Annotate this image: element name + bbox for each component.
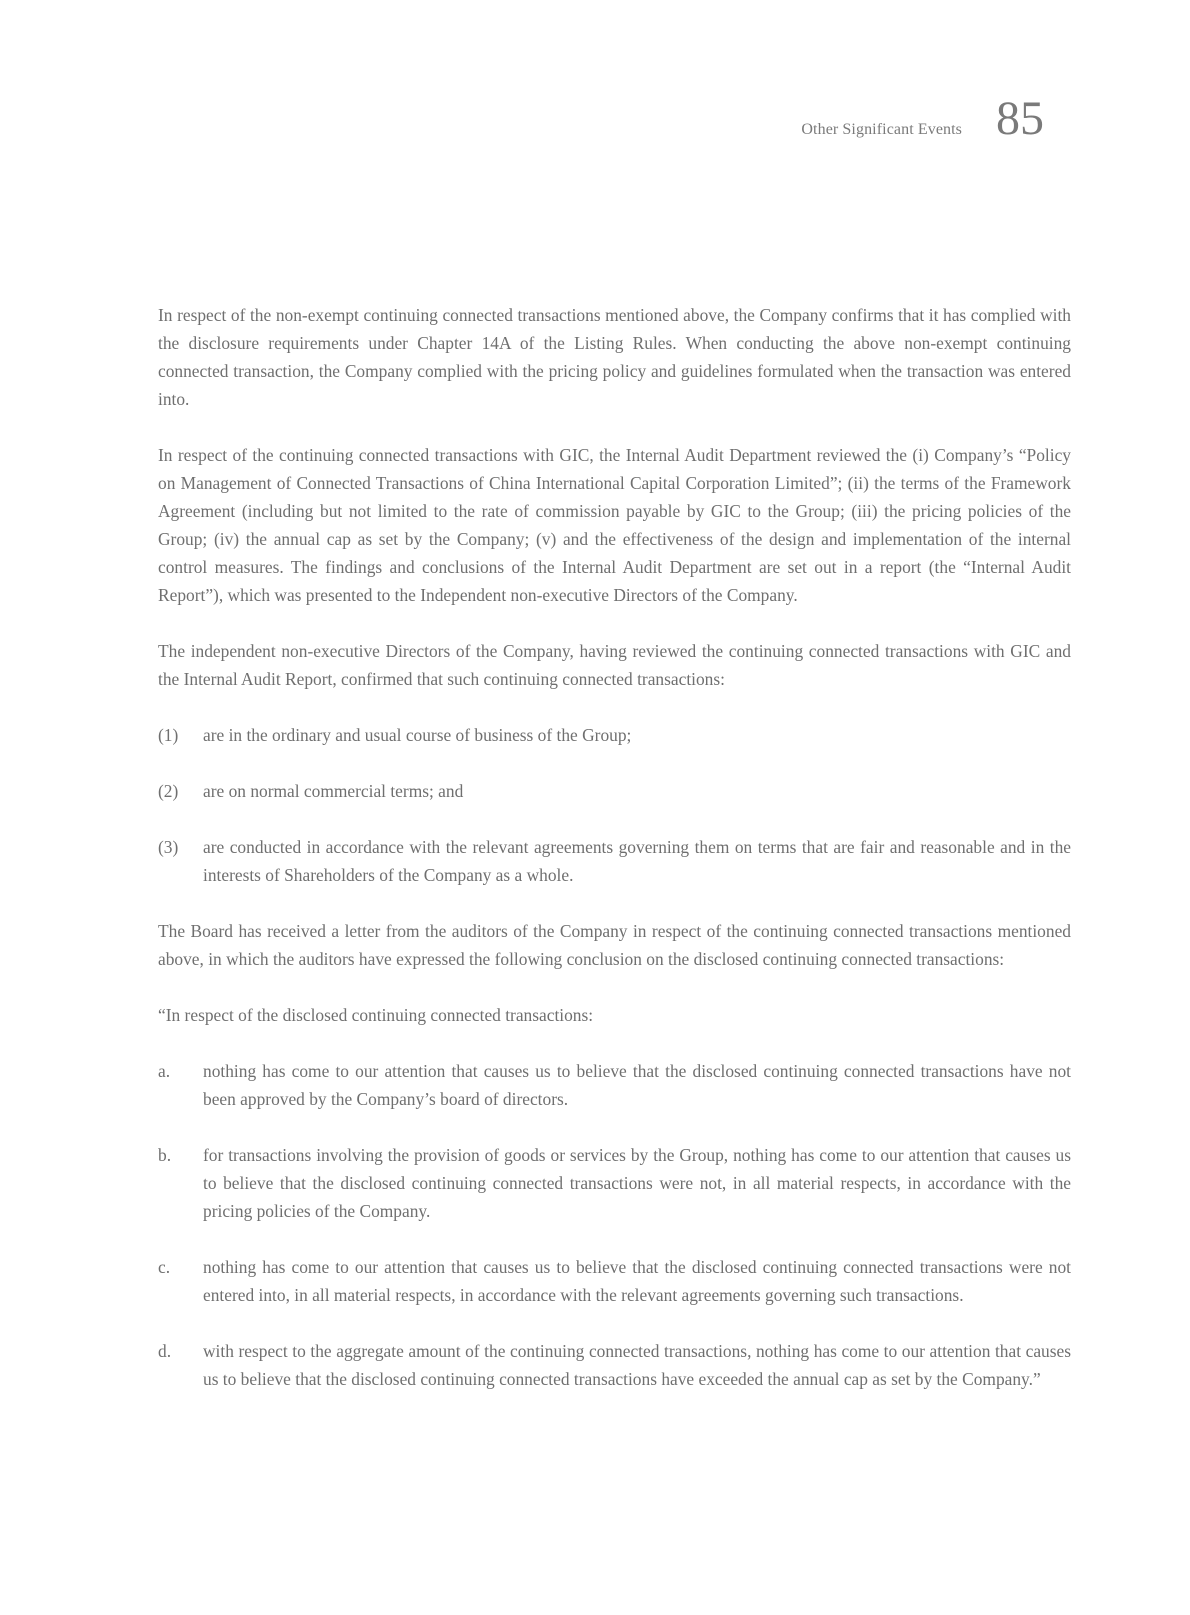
list-item-text: are on normal commercial terms; and <box>203 781 464 801</box>
paragraph-compliance-confirmation: In respect of the non-exempt continuing connected transactions mentioned above, the Company confirms that it has complied with the disclosure requirements under Chapter 14A of the Listing Rules. When conducting the above non-exempt continuing connected transaction, the Company complied with the pricing policy and guidelines formulated when the transaction was entered into. <box>158 305 1071 409</box>
list-item-text: nothing has come to our attention that causes us to believe that the disclosed continuing connected transactions have not been approved by the Company’s board of directors. <box>203 1061 1071 1109</box>
page-number: 85 <box>996 92 1044 145</box>
list-item-text: are conducted in accordance with the relevant agreements governing them on terms that are fair and reasonable and in the interests of Shareholders of the Company as a whole. <box>203 837 1071 885</box>
list-marker: b. <box>158 1145 172 1165</box>
numbered-list-item <box>158 777 1071 805</box>
list-marker: c. <box>158 1257 171 1277</box>
list-marker: d. <box>158 1341 172 1361</box>
document-body <box>158 301 1071 1421</box>
list-item-text: are in the ordinary and usual course of business of the Group; <box>203 725 632 745</box>
list-marker: (2) <box>158 781 179 801</box>
numbered-list-item <box>158 833 1071 889</box>
list-marker: (1) <box>158 725 179 745</box>
paragraph-internal-audit-review: In respect of the continuing connected transactions with GIC, the Internal Audit Department reviewed the (i) Company’s “Policy on Management of Connected Transactions of China International Capital Corporation Limited”; (ii) the terms of the Framework Agreement (including but not limited to the rate of commission payable by GIC to the Group; (iii) the pricing policies of the Group; (iv) the annual cap as set by the Company; (v) and the effectiveness of the design and implementation of the internal control measures. The findings and conclusions of the Internal Audit Department are set out in a report (the “Internal Audit Report”), which was presented to the Independent non-executive Directors of the Company. <box>158 445 1071 605</box>
lettered-list-item <box>158 1057 1071 1113</box>
list-marker: a. <box>158 1061 171 1081</box>
lettered-list-item <box>158 1337 1071 1393</box>
list-item-text: nothing has come to our attention that causes us to believe that the disclosed continuing connected transactions were not entered into, in all material respects, in accordance with the relevant agreements governing such transactions. <box>203 1257 1071 1305</box>
page-header <box>801 92 1044 145</box>
lettered-list-item <box>158 1141 1071 1225</box>
list-marker: (3) <box>158 837 179 857</box>
section-title: Other Significant Events <box>801 121 962 138</box>
list-item-text: for transactions involving the provision of goods or services by the Group, nothing has come to our attention that causes us to believe that the disclosed continuing connected transactions were not, in all material respects, in accordance with the pricing policies of the Company. <box>203 1145 1071 1221</box>
lettered-list-item <box>158 1253 1071 1309</box>
list-item-text: with respect to the aggregate amount of the continuing connected transactions, nothing has come to our attention that causes us to believe that the disclosed continuing connected transactions have exceeded the annual cap as set by the Company.” <box>203 1341 1071 1389</box>
paragraph-quote-intro: “In respect of the disclosed continuing connected transactions: <box>158 1005 594 1025</box>
paragraph-ined-confirmation: The independent non-executive Directors of the Company, having reviewed the continuing connected transactions with GIC and the Internal Audit Report, confirmed that such continuing connected transactions: <box>158 641 1071 689</box>
paragraph-auditor-letter: The Board has received a letter from the auditors of the Company in respect of the continuing connected transactions mentioned above, in which the auditors have expressed the following conclusion on the disclosed continuing connected transactions: <box>158 921 1071 969</box>
numbered-list-item <box>158 721 1071 749</box>
